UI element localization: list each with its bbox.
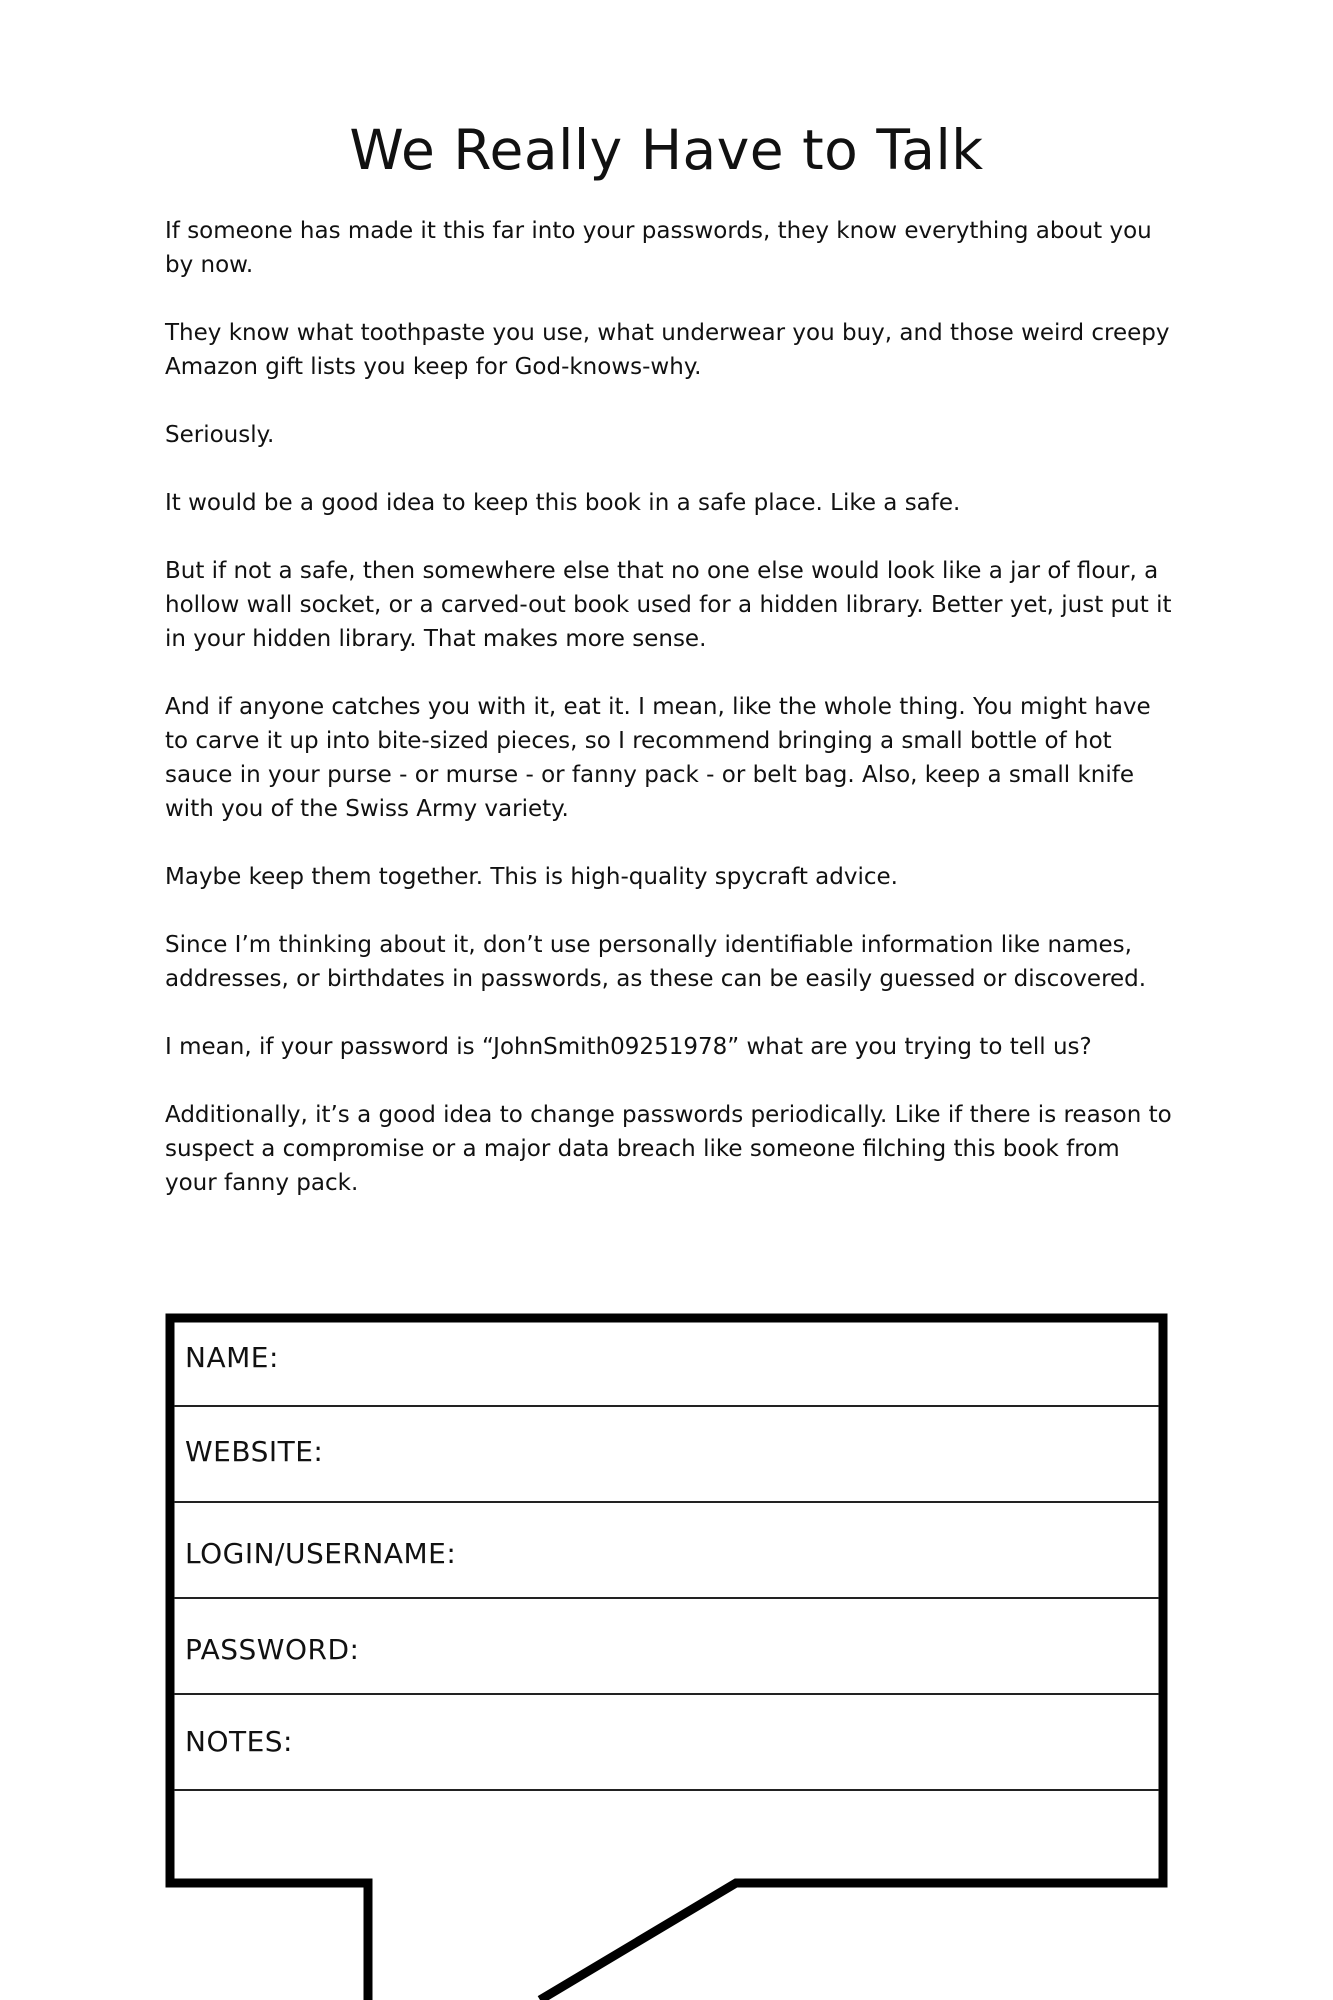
paragraph: It would be a good idea to keep this book in a safe place. Like a safe. (165, 490, 961, 516)
paragraph: Since I’m thinking about it, don’t use personally identifiable information like names, addresses, or birthdates in passwords, as these can be easily guessed or discovered. (165, 932, 1147, 992)
page-title: We Really Have to Talk (349, 118, 984, 182)
paragraph: Additionally, it’s a good idea to change passwords periodically. Like if there is reason to suspect a compromise or a major data breach like someone filching this book from your fanny pack. (165, 1102, 1172, 1196)
paragraph: And if anyone catches you with it, eat it. I mean, like the whole thing. You might have to carve it up into bite-sized pieces, so I recommend bringing a small bottle of hot sauce in your purse - or murse - or fanny pack - or belt bag. Also, keep a small knife with you of the Swiss Army variety. (165, 694, 1151, 822)
password-field-label: PASSWORD: (185, 1633, 360, 1666)
paragraph: Maybe keep them together. This is high-quality spycraft advice. (165, 864, 898, 890)
notes-field-label: NOTES: (185, 1725, 293, 1758)
paragraph: They know what toothpaste you use, what underwear you buy, and those weird creepy Amazon gift lists you keep for God-knows-why. (165, 320, 1170, 380)
paragraph: Seriously. (165, 422, 275, 448)
website-field-label: WEBSITE: (185, 1435, 324, 1468)
name-field-label: NAME: (185, 1341, 279, 1374)
paragraph: But if not a safe, then somewhere else that no one else would look like a jar of flour, a hollow wall socket, or a carved-out book used for a hidden library. Better yet, just put it in your hidden library. That makes more sense. (165, 558, 1172, 652)
login-username-field-label: LOGIN/USERNAME: (185, 1537, 457, 1570)
paragraph: I mean, if your password is “JohnSmith09251978” what are you trying to tell us? (165, 1034, 1092, 1060)
paragraph: If someone has made it this far into your passwords, they know everything about you by now. (165, 218, 1152, 278)
